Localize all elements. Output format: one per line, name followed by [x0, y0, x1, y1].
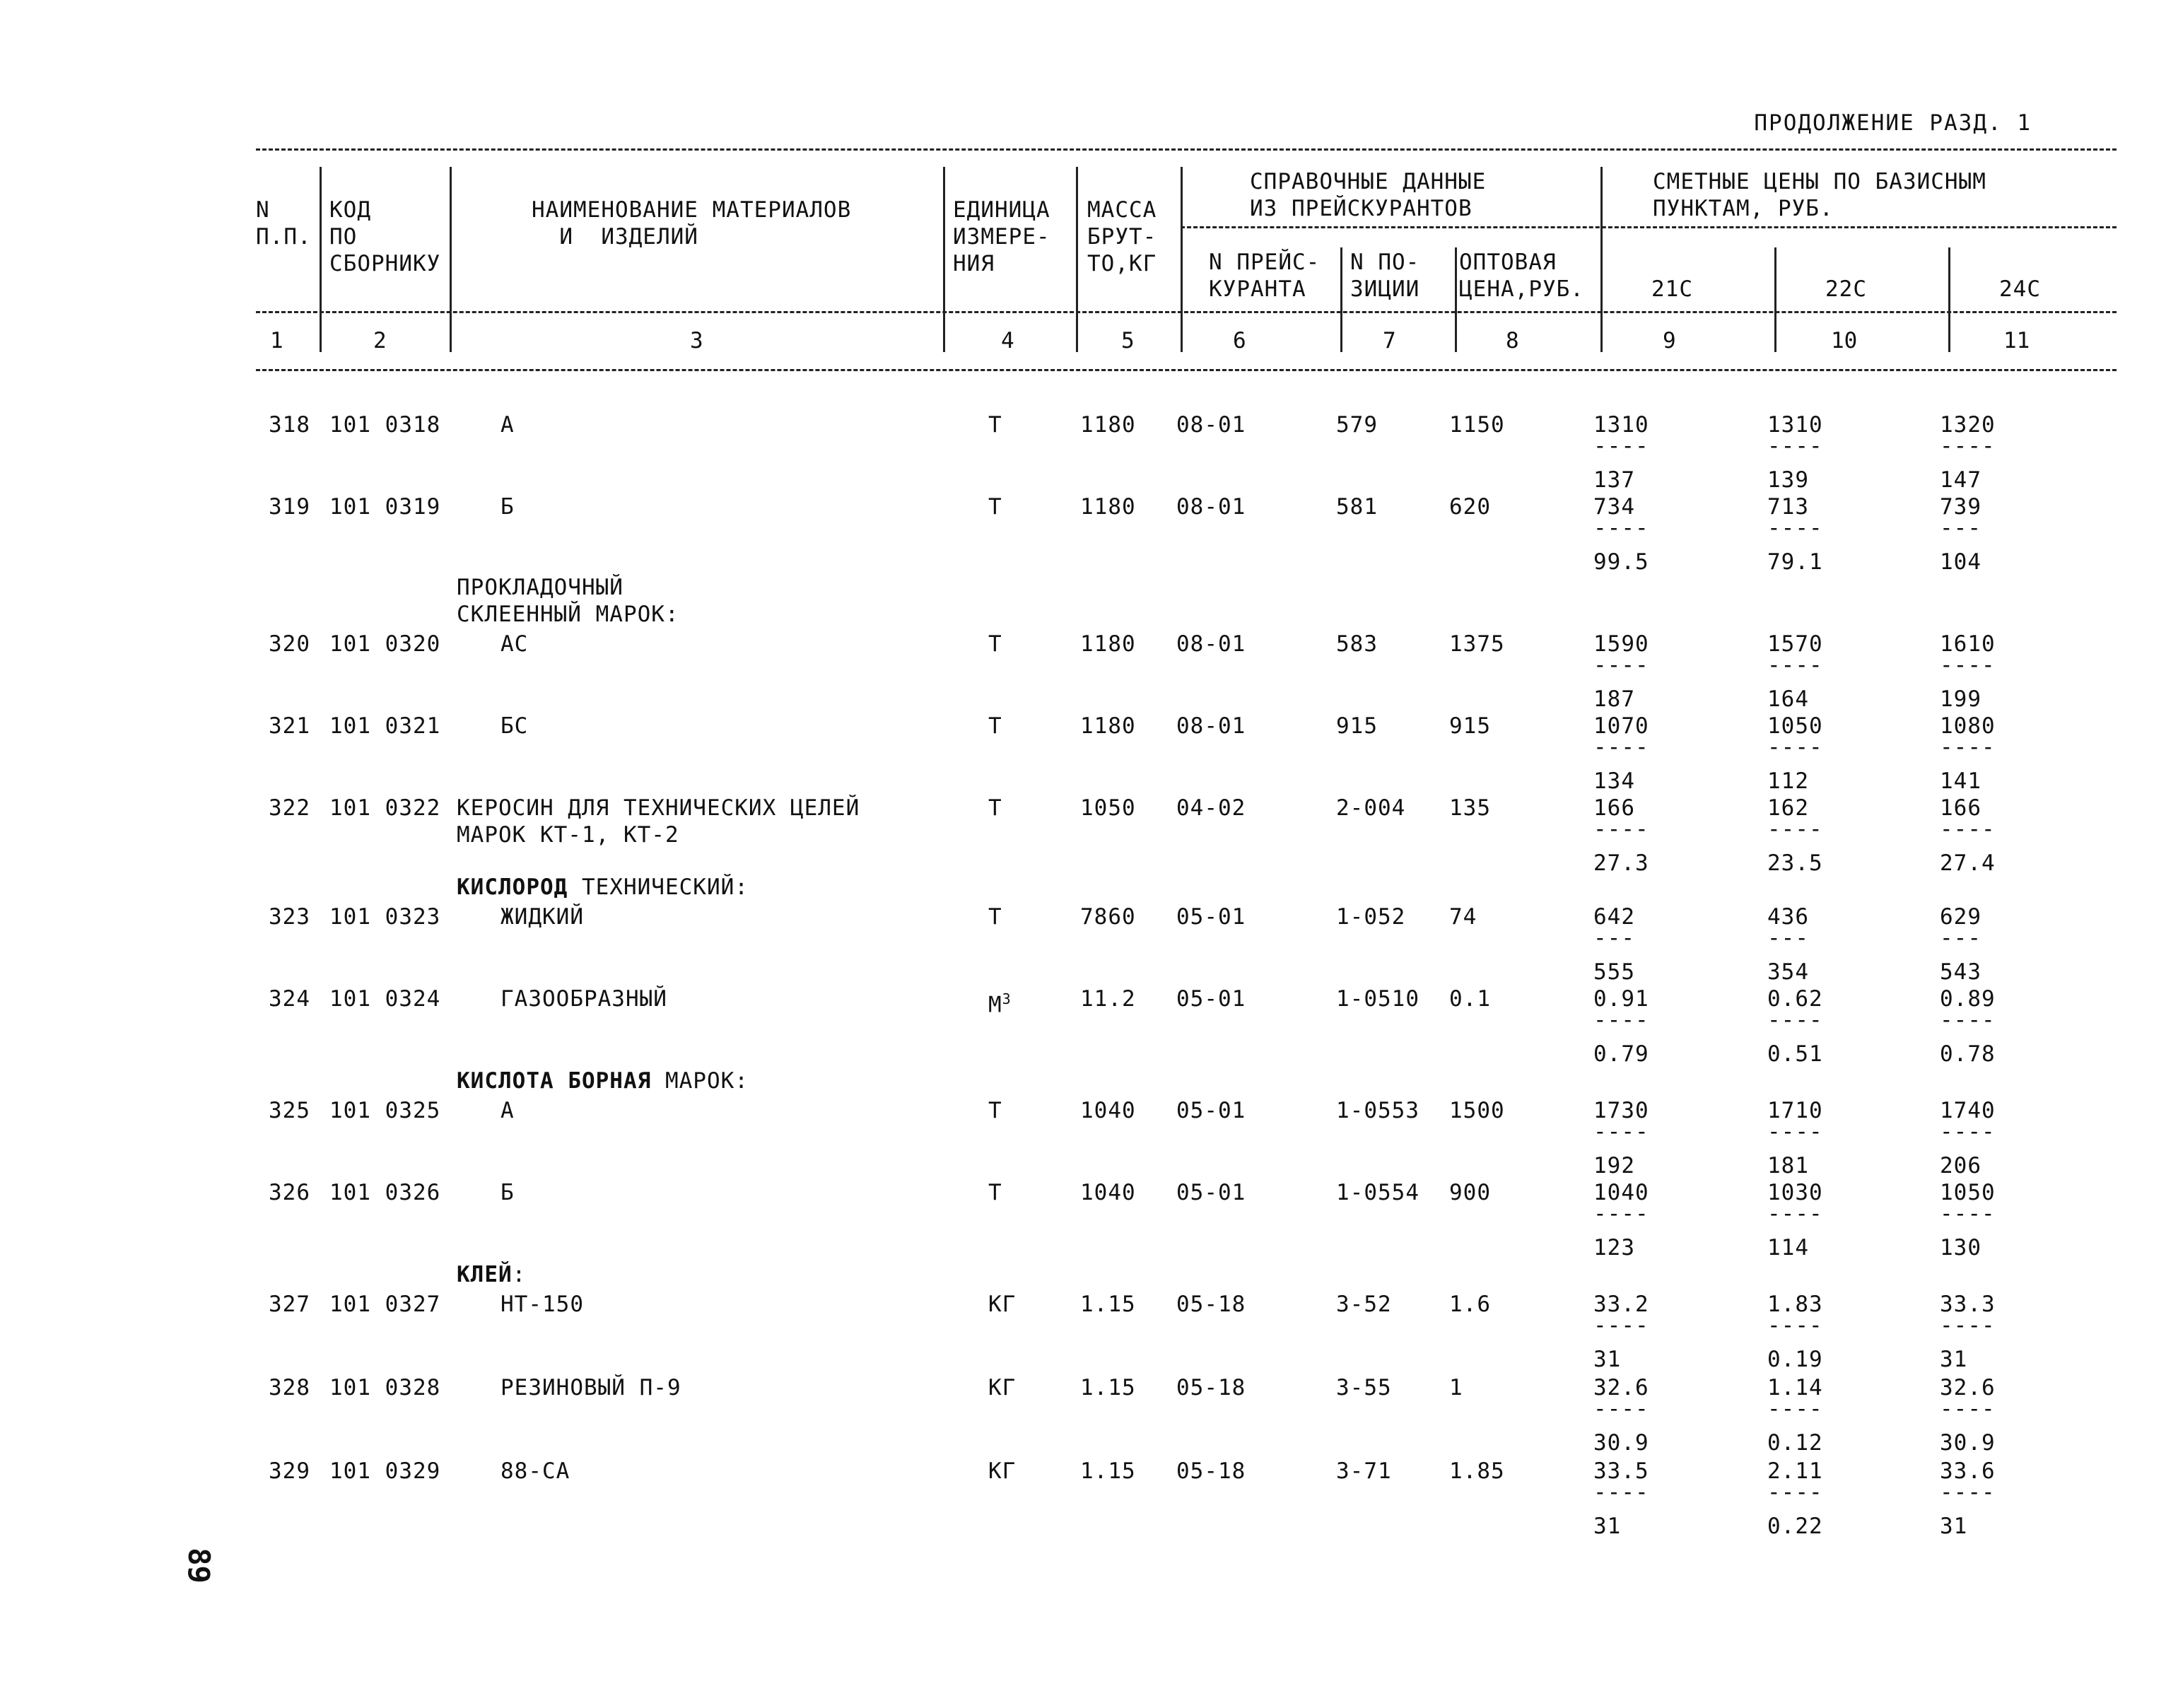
- estimate-price-lower: 31: [1593, 1347, 1622, 1372]
- header-divider: [320, 167, 322, 352]
- estimate-price-divider: ----: [1767, 1201, 1823, 1227]
- estimate-price-divider: ----: [1767, 433, 1823, 459]
- row-wholesale-price: 0.1: [1449, 986, 1491, 1012]
- estimate-price-upper: 1310: [1767, 412, 1823, 438]
- row-price-list: 05-01: [1176, 1180, 1246, 1205]
- estimate-price-upper: 1570: [1767, 631, 1823, 657]
- estimate-price-divider: ----: [1593, 817, 1649, 842]
- estimate-price-lower: 123: [1593, 1235, 1635, 1260]
- row-number: 328: [269, 1375, 310, 1400]
- estimate-price-lower: 27.3: [1593, 850, 1649, 876]
- row-unit-text: КГ: [988, 1292, 1017, 1317]
- estimate-price-upper: 1.83: [1767, 1292, 1823, 1317]
- estimate-price-upper: 1.14: [1767, 1375, 1823, 1400]
- row-code: 101 0323: [329, 904, 441, 930]
- estimate-price-divider: ----: [1940, 1119, 1996, 1145]
- estimate-price-lower: 79.1: [1767, 549, 1823, 575]
- estimate-price-lower: 555: [1593, 959, 1635, 985]
- estimate-price-divider: ---: [1940, 925, 1981, 951]
- section-heading: СКЛЕЕННЫЙ МАРОК:: [457, 602, 679, 627]
- header-divider: [1455, 247, 1457, 352]
- header-group-rule: [1181, 226, 2117, 228]
- row-mass: 1.15: [1080, 1458, 1136, 1484]
- row-unit: [988, 1291, 1016, 1318]
- row-code: 101 0325: [329, 1098, 441, 1123]
- row-unit-text: Т: [988, 631, 1002, 657]
- row-name: 88-СА: [500, 1458, 570, 1484]
- estimate-price-divider: ----: [1593, 1201, 1649, 1227]
- section-heading: КЛЕЙ:: [457, 1262, 527, 1287]
- estimate-price-divider: ----: [1940, 817, 1996, 842]
- estimate-price-upper: 1740: [1940, 1098, 1996, 1123]
- column-number: 7: [1383, 328, 1396, 353]
- estimate-price-divider: ----: [1593, 1480, 1649, 1505]
- header-unit: ЕДИНИЦА ИЗМЕРЕ- НИЯ: [953, 197, 1050, 276]
- row-wholesale-price: 1375: [1449, 631, 1505, 657]
- header-name: НАИМЕНОВАНИЕ МАТЕРИАЛОВ И ИЗДЕЛИЙ: [532, 197, 852, 250]
- estimate-price-divider: ----: [1767, 1119, 1823, 1145]
- estimate-price-lower: 134: [1593, 768, 1635, 794]
- row-code: 101 0322: [329, 795, 441, 821]
- top-rule: [256, 148, 2117, 151]
- row-code: 101 0319: [329, 494, 441, 520]
- row-price-list: 05-01: [1176, 1098, 1246, 1123]
- header-divider: [1600, 167, 1603, 352]
- row-position: 2-004: [1336, 795, 1406, 821]
- row-code: 101 0327: [329, 1292, 441, 1317]
- row-wholesale-price: 1.6: [1449, 1292, 1491, 1317]
- row-code: 101 0326: [329, 1180, 441, 1205]
- estimate-price-divider: ----: [1593, 433, 1649, 459]
- estimate-price-lower: 0.51: [1767, 1041, 1823, 1067]
- estimate-price-lower: 0.19: [1767, 1347, 1823, 1372]
- row-unit-text: Т: [988, 713, 1002, 739]
- estimate-price-divider: ----: [1940, 1201, 1996, 1227]
- estimate-price-lower: 23.5: [1767, 850, 1823, 876]
- row-position: 3-55: [1336, 1375, 1392, 1400]
- row-price-list: 05-18: [1176, 1458, 1246, 1484]
- estimate-price-divider: ----: [1940, 1313, 1996, 1338]
- continuation-label: ПРОДОЛЖЕНИЕ РАЗД. 1: [1754, 110, 2032, 136]
- row-unit: [988, 411, 1002, 438]
- row-position: 3-71: [1336, 1458, 1392, 1484]
- column-number: 11: [2003, 328, 2030, 353]
- estimate-price-divider: ----: [1593, 1396, 1649, 1422]
- estimate-price-upper: 1050: [1940, 1180, 1996, 1205]
- row-price-list: 08-01: [1176, 631, 1246, 657]
- header-bottom-rule: [256, 311, 2117, 313]
- row-number: 319: [269, 494, 310, 520]
- estimate-price-lower: 0.79: [1593, 1041, 1649, 1067]
- estimate-price-divider: ----: [1767, 817, 1823, 842]
- estimate-price-lower: 30.9: [1593, 1430, 1649, 1456]
- estimate-price-lower: 31: [1940, 1347, 1968, 1372]
- row-unit-text: КГ: [988, 1375, 1017, 1400]
- page-number: 89: [181, 1548, 216, 1584]
- row-code: 101 0321: [329, 713, 441, 739]
- header-n: N П.П.: [256, 197, 312, 250]
- estimate-price-upper: 33.6: [1940, 1458, 1996, 1484]
- row-number: 322: [269, 795, 310, 821]
- row-unit: [988, 713, 1002, 739]
- row-number: 321: [269, 713, 310, 739]
- row-number: 318: [269, 412, 310, 438]
- estimate-price-lower: 0.22: [1767, 1514, 1823, 1539]
- estimate-price-divider: ----: [1593, 653, 1649, 678]
- row-wholesale-price: 915: [1449, 713, 1491, 739]
- row-unit: [988, 795, 1002, 821]
- estimate-price-upper: 33.5: [1593, 1458, 1649, 1484]
- row-number: 326: [269, 1180, 310, 1205]
- row-mass: 7860: [1080, 904, 1136, 930]
- row-unit: [988, 1097, 1002, 1124]
- row-price-list: 08-01: [1176, 494, 1246, 520]
- estimate-price-lower: 181: [1767, 1153, 1809, 1178]
- estimate-price-lower: 354: [1767, 959, 1809, 985]
- header-price-list: N ПРЕЙС- КУРАНТА: [1209, 250, 1321, 302]
- header-numbers-rule: [256, 369, 2117, 371]
- header-mass: МАССА БРУТ- ТО,КГ: [1087, 197, 1157, 276]
- row-position: 583: [1336, 631, 1378, 657]
- row-name: Б: [500, 494, 515, 520]
- row-mass: 1040: [1080, 1098, 1136, 1123]
- row-name-continued: МАРОК КТ-1, КТ-2: [457, 822, 679, 848]
- header-divider: [1076, 167, 1078, 352]
- estimate-price-upper: 734: [1593, 494, 1635, 520]
- estimate-price-upper: 436: [1767, 904, 1809, 930]
- row-number: 323: [269, 904, 310, 930]
- estimate-price-lower: 199: [1940, 686, 1981, 712]
- header-21c: 21С: [1651, 276, 1693, 302]
- estimate-price-lower: 147: [1940, 467, 1981, 493]
- row-mass: 1.15: [1080, 1375, 1136, 1400]
- row-price-list: 08-01: [1176, 713, 1246, 739]
- estimate-price-upper: 32.6: [1940, 1375, 1996, 1400]
- estimate-price-upper: 0.62: [1767, 986, 1823, 1012]
- row-number: 320: [269, 631, 310, 657]
- header-22c: 22С: [1825, 276, 1867, 302]
- estimate-price-upper: 713: [1767, 494, 1809, 520]
- estimate-price-divider: ----: [1593, 515, 1649, 541]
- row-name: АС: [500, 631, 529, 657]
- estimate-price-divider: ----: [1767, 735, 1823, 760]
- estimate-price-divider: ----: [1593, 1007, 1649, 1033]
- row-name: А: [500, 412, 515, 438]
- header-prices-group: СМЕТНЫЕ ЦЕНЫ ПО БАЗИСНЫМ ПУНКТАМ, РУБ.: [1653, 169, 1986, 221]
- row-wholesale-price: 74: [1449, 904, 1477, 930]
- row-unit-text: Т: [988, 1098, 1002, 1123]
- row-unit: [988, 985, 1012, 1018]
- row-unit-text: Т: [988, 795, 1002, 821]
- column-number: 6: [1233, 328, 1246, 353]
- row-unit: [988, 903, 1002, 930]
- column-number: 8: [1506, 328, 1519, 353]
- estimate-price-lower: 543: [1940, 959, 1981, 985]
- row-price-list: 05-01: [1176, 904, 1246, 930]
- row-unit: [988, 493, 1002, 520]
- column-number: 5: [1121, 328, 1135, 353]
- row-name: БС: [500, 713, 529, 739]
- estimate-price-lower: 30.9: [1940, 1430, 1996, 1456]
- row-code: 101 0328: [329, 1375, 441, 1400]
- column-number: 9: [1663, 328, 1676, 353]
- estimate-price-upper: 1310: [1593, 412, 1649, 438]
- row-mass: 1180: [1080, 494, 1136, 520]
- estimate-price-lower: 164: [1767, 686, 1809, 712]
- row-code: 101 0320: [329, 631, 441, 657]
- estimate-price-upper: 33.2: [1593, 1292, 1649, 1317]
- row-unit: [988, 1458, 1016, 1485]
- row-number: 324: [269, 986, 310, 1012]
- estimate-price-divider: ----: [1940, 1396, 1996, 1422]
- row-wholesale-price: 135: [1449, 795, 1491, 821]
- estimate-price-divider: ----: [1593, 1313, 1649, 1338]
- row-name: КЕРОСИН ДЛЯ ТЕХНИЧЕСКИХ ЦЕЛЕЙ: [457, 795, 860, 821]
- estimate-price-lower: 130: [1940, 1235, 1981, 1260]
- estimate-price-lower: 206: [1940, 1153, 1981, 1178]
- estimate-price-divider: ----: [1767, 653, 1823, 678]
- estimate-price-divider: ----: [1767, 1480, 1823, 1505]
- estimate-price-upper: 1590: [1593, 631, 1649, 657]
- section-heading: КИСЛОТА БОРНАЯ МАРОК:: [457, 1068, 749, 1094]
- section-heading: ПРОКЛАДОЧНЫЙ: [457, 575, 624, 600]
- estimate-price-divider: ---: [1593, 925, 1635, 951]
- estimate-price-lower: 112: [1767, 768, 1809, 794]
- estimate-price-upper: 1030: [1767, 1180, 1823, 1205]
- row-position: 581: [1336, 494, 1378, 520]
- estimate-price-lower: 137: [1593, 467, 1635, 493]
- estimate-price-upper: 32.6: [1593, 1375, 1649, 1400]
- header-24c: 24С: [1999, 276, 2041, 302]
- estimate-price-upper: 33.3: [1940, 1292, 1996, 1317]
- row-unit-text: КГ: [988, 1458, 1017, 1484]
- estimate-price-upper: 642: [1593, 904, 1635, 930]
- row-name: НТ-150: [500, 1292, 584, 1317]
- row-price-list: 05-18: [1176, 1292, 1246, 1317]
- header-divider: [1340, 247, 1342, 352]
- estimate-price-upper: 739: [1940, 494, 1981, 520]
- estimate-price-divider: ----: [1940, 653, 1996, 678]
- row-mass: 1.15: [1080, 1292, 1136, 1317]
- header-divider: [943, 167, 945, 352]
- row-name: РЕЗИНОВЫЙ П-9: [500, 1375, 681, 1400]
- row-unit-text: Т: [988, 494, 1002, 520]
- row-position: 579: [1336, 412, 1378, 438]
- row-unit-text: Т: [988, 904, 1002, 930]
- estimate-price-divider: ----: [1940, 735, 1996, 760]
- section-heading: КИСЛОРОД ТЕХНИЧЕСКИЙ:: [457, 875, 749, 900]
- estimate-price-lower: 187: [1593, 686, 1635, 712]
- estimate-price-upper: 1710: [1767, 1098, 1823, 1123]
- column-number: 10: [1831, 328, 1858, 353]
- row-mass: 1180: [1080, 631, 1136, 657]
- estimate-price-lower: 0.78: [1940, 1041, 1996, 1067]
- estimate-price-upper: 2.11: [1767, 1458, 1823, 1484]
- row-name: А: [500, 1098, 515, 1123]
- row-unit-text: Т: [988, 412, 1002, 438]
- estimate-price-lower: 31: [1940, 1514, 1968, 1539]
- row-code: 101 0318: [329, 412, 441, 438]
- estimate-price-upper: 629: [1940, 904, 1981, 930]
- estimate-price-divider: ----: [1593, 735, 1649, 760]
- header-code: КОД ПО СБОРНИКУ: [329, 197, 441, 276]
- row-position: 1-0553: [1336, 1098, 1419, 1123]
- row-wholesale-price: 1150: [1449, 412, 1505, 438]
- estimate-price-divider: ----: [1767, 515, 1823, 541]
- row-name: Б: [500, 1180, 515, 1205]
- estimate-price-divider: ----: [1767, 1396, 1823, 1422]
- estimate-price-divider: ----: [1767, 1007, 1823, 1033]
- row-price-list: 04-02: [1176, 795, 1246, 821]
- estimate-price-upper: 0.89: [1940, 986, 1996, 1012]
- row-unit-superscript: 3: [1002, 990, 1012, 1007]
- header-position: N ПО- ЗИЦИИ: [1350, 250, 1420, 302]
- row-mass: 1050: [1080, 795, 1136, 821]
- estimate-price-divider: ----: [1940, 1480, 1996, 1505]
- estimate-price-lower: 192: [1593, 1153, 1635, 1178]
- estimate-price-lower: 0.12: [1767, 1430, 1823, 1456]
- row-price-list: 05-18: [1176, 1375, 1246, 1400]
- row-code: 101 0329: [329, 1458, 441, 1484]
- column-number: 4: [1001, 328, 1014, 353]
- estimate-price-divider: ----: [1767, 1313, 1823, 1338]
- estimate-price-divider: ---: [1767, 925, 1809, 951]
- estimate-price-lower: 114: [1767, 1235, 1809, 1260]
- row-unit: [988, 1179, 1002, 1206]
- row-unit: [988, 631, 1002, 657]
- row-position: 1-0554: [1336, 1180, 1419, 1205]
- estimate-price-upper: 166: [1940, 795, 1981, 821]
- estimate-price-divider: ---: [1940, 515, 1981, 541]
- row-wholesale-price: 620: [1449, 494, 1491, 520]
- estimate-price-upper: 1080: [1940, 713, 1996, 739]
- header-divider: [1774, 247, 1776, 352]
- row-wholesale-price: 1: [1449, 1375, 1463, 1400]
- row-mass: 1180: [1080, 713, 1136, 739]
- estimate-price-upper: 1730: [1593, 1098, 1649, 1123]
- estimate-price-lower: 99.5: [1593, 549, 1649, 575]
- estimate-price-divider: ----: [1940, 1007, 1996, 1033]
- header-wholesale: ОПТОВАЯ ЦЕНА,РУБ.: [1459, 250, 1584, 302]
- column-number: 1: [270, 328, 283, 353]
- row-number: 329: [269, 1458, 310, 1484]
- row-name: ГАЗООБРАЗНЫЙ: [500, 986, 667, 1012]
- estimate-price-upper: 1050: [1767, 713, 1823, 739]
- estimate-price-upper: 1320: [1940, 412, 1996, 438]
- estimate-price-upper: 166: [1593, 795, 1635, 821]
- row-number: 327: [269, 1292, 310, 1317]
- row-wholesale-price: 1500: [1449, 1098, 1505, 1123]
- row-number: 325: [269, 1098, 310, 1123]
- row-name: ЖИДКИЙ: [500, 904, 584, 930]
- row-unit: [988, 1374, 1016, 1401]
- estimate-price-upper: 1040: [1593, 1180, 1649, 1205]
- estimate-price-lower: 139: [1767, 467, 1809, 493]
- row-wholesale-price: 1.85: [1449, 1458, 1505, 1484]
- estimate-price-divider: ----: [1940, 433, 1996, 459]
- row-mass: 1040: [1080, 1180, 1136, 1205]
- column-number: 2: [373, 328, 387, 353]
- estimate-price-lower: 27.4: [1940, 850, 1996, 876]
- row-position: 3-52: [1336, 1292, 1392, 1317]
- header-divider: [450, 167, 452, 352]
- row-unit-text: М: [988, 992, 1002, 1018]
- row-wholesale-price: 900: [1449, 1180, 1491, 1205]
- header-divider: [1948, 247, 1950, 352]
- estimate-price-lower: 141: [1940, 768, 1981, 794]
- row-mass: 11.2: [1080, 986, 1136, 1012]
- row-code: 101 0324: [329, 986, 441, 1012]
- row-mass: 1180: [1080, 412, 1136, 438]
- estimate-price-lower: 104: [1940, 549, 1981, 575]
- estimate-price-divider: ----: [1593, 1119, 1649, 1145]
- estimate-price-upper: 1070: [1593, 713, 1649, 739]
- row-unit-text: Т: [988, 1180, 1002, 1205]
- header-reference-group: СПРАВОЧНЫЕ ДАННЫЕ ИЗ ПРЕЙСКУРАНТОВ: [1250, 169, 1487, 221]
- row-position: 1-0510: [1336, 986, 1419, 1012]
- estimate-price-upper: 1610: [1940, 631, 1996, 657]
- row-price-list: 05-01: [1176, 986, 1246, 1012]
- estimate-price-upper: 162: [1767, 795, 1809, 821]
- estimate-price-lower: 31: [1593, 1514, 1622, 1539]
- row-position: 915: [1336, 713, 1378, 739]
- row-position: 1-052: [1336, 904, 1406, 930]
- estimate-price-upper: 0.91: [1593, 986, 1649, 1012]
- header-divider: [1181, 167, 1183, 352]
- row-price-list: 08-01: [1176, 412, 1246, 438]
- column-number: 3: [690, 328, 703, 353]
